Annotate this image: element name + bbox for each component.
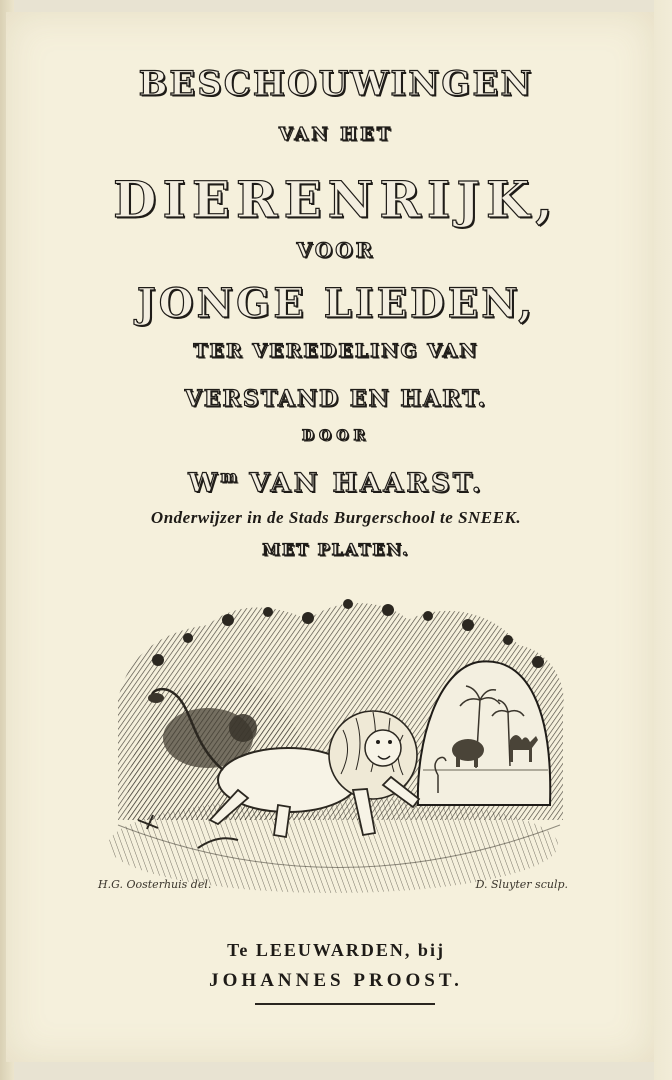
title-line-7: VERSTAND EN HART.	[184, 386, 488, 412]
title-line-6: TER VEREDELING VAN	[193, 340, 479, 362]
author-prefix: W	[188, 468, 221, 499]
plates-note: MET PLATEN.	[262, 540, 410, 559]
imprint-rule	[255, 1003, 435, 1005]
engraver-credit: D. Sluyter sculp.	[475, 878, 568, 891]
door-label: DOOR	[301, 428, 371, 444]
title-line-1: BESCHOUWINGEN	[138, 64, 534, 104]
title-line-2: VAN HET	[278, 124, 394, 145]
imprint-place: Te LEEUWARDEN, bij	[227, 940, 445, 960]
title-line-5: JONGE LIEDEN,	[136, 280, 536, 327]
author-superscript: m	[220, 467, 238, 486]
illustrator-credit: H.G. Oosterhuis del.	[98, 878, 212, 891]
author-surname: VAN HAARST.	[237, 468, 484, 499]
imprint-publisher: JOHANNES PROOST.	[209, 970, 463, 991]
title-line-4: VOOR	[296, 238, 376, 262]
title-line-3: DIERENRIJK,	[113, 170, 559, 229]
author-occupation: Onderwijzer in de Stads Burgerschool te SNEEK.	[150, 508, 522, 527]
lion-vignette-illustration	[98, 590, 578, 900]
author-name	[0, 467, 672, 499]
